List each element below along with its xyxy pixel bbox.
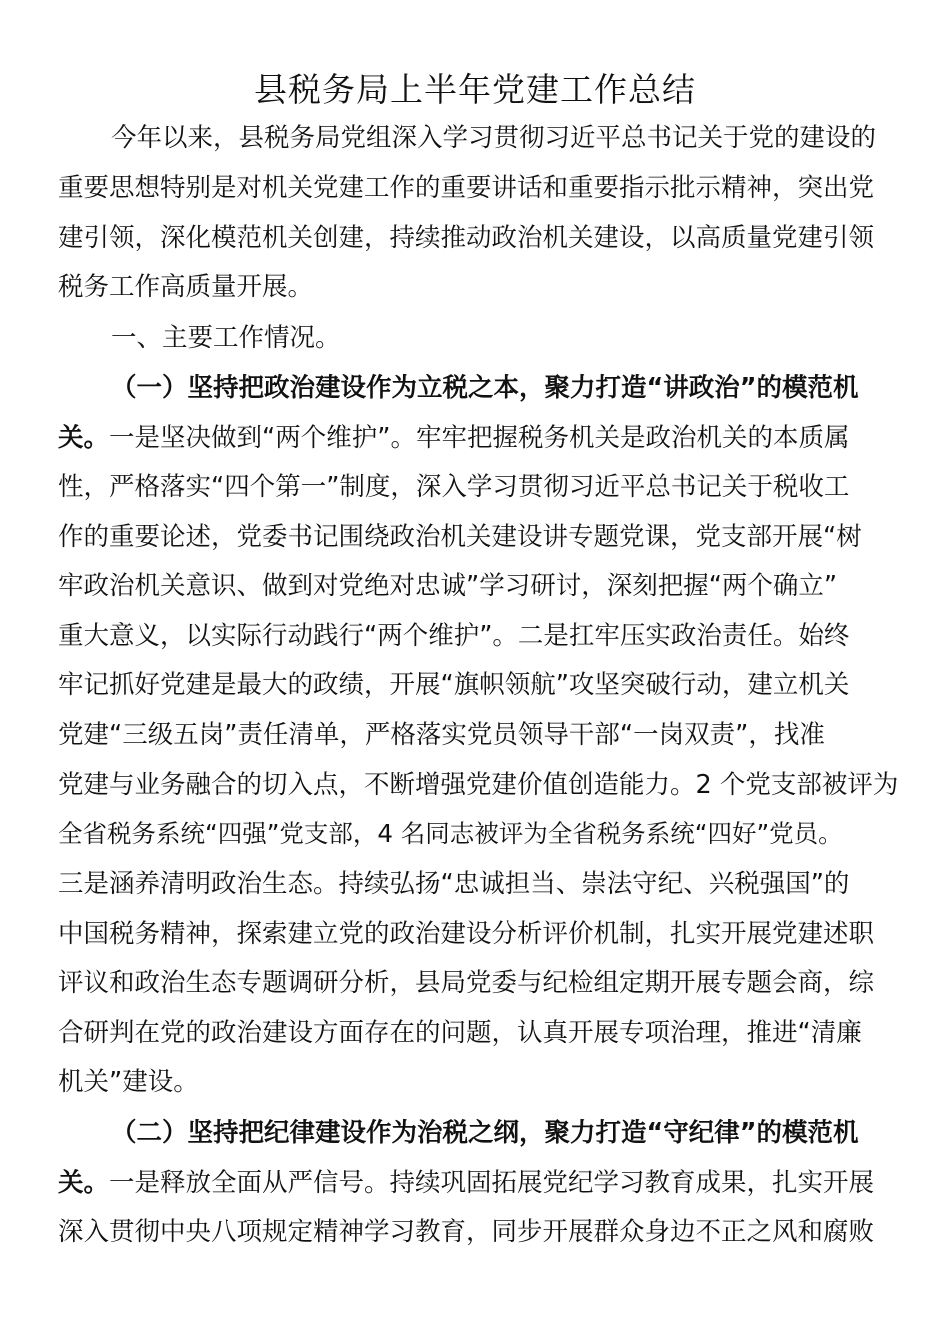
part1-line-10: 三是涵养清明政治生态。持续弘扬“忠诚担当、崇法守纪、兴税强国”的 [58,869,850,899]
part1-line-1-text: 一是坚决做到“两个维护”。牢牢把握税务机关是政治机关的本质属 [109,423,850,453]
part1-line-3: 作的重要论述，党委书记围绕政治机关建设讲专题党课，党支部开展“树 [58,522,862,552]
part1-line-7: 党建“三级五岗”责任清单，严格落实党员领导干部“一岗双责”，找准 [58,720,825,750]
part1-line-1 [58,418,849,458]
part1-heading-end: 关。 [58,423,110,453]
intro-line-1: 今年以来，县税务局党组深入学习贯彻习近平总书记关于党的建设的 [111,123,877,153]
part1-line-12: 评议和政治生态专题调研分析，县局党委与纪检组定期开展专题会商，综 [58,968,875,998]
part1-line-13: 合研判在党的政治建设方面存在的问题，认真开展专项治理，推进“清廉 [58,1018,862,1048]
part2-line-1 [58,1163,874,1203]
part1-line-4: 牢政治机关意识、做到对党绝对忠诚”学习研讨，深刻把握“两个确立” [58,571,838,601]
part2-line-1-text: 一是释放全面从严信号。持续巩固拓展党纪学习教育成果，扎实开展 [109,1168,875,1198]
part2-heading: （二）坚持把纪律建设作为治税之纲，聚力打造“守纪律”的模范机 [111,1118,859,1148]
part1-line-2: 性，严格落实“四个第一”制度，深入学习贯彻习近平总书记关于税收工 [58,472,850,502]
section-one-heading: 一、主要工作情况。 [111,323,341,353]
intro-line-4: 税务工作高质量开展。 [58,272,314,302]
part1-line-11: 中国税务精神，探索建立党的政治建设分析评价机制，扎实开展党建述职 [58,919,875,949]
intro-line-2: 重要思想特别是对机关党建工作的重要讲话和重要指示批示精神，突出党 [58,173,875,203]
document-title: 县税务局上半年党建工作总结 [254,70,696,109]
part1-line-9: 全省税务系统“四强”党支部，4 名同志被评为全省税务系统“四好”党员。 [58,819,843,848]
intro-line-3: 建引领，深化模范机关创建，持续推动政治机关建设，以高质量党建引领 [58,223,875,253]
part1-line-14: 机关”建设。 [58,1067,199,1097]
part1-line-5: 重大意义，以实际行动践行“两个维护”。二是扛牢压实政治责任。始终 [58,621,850,651]
part2-line-2: 深入贯彻中央八项规定精神学习教育，同步开展群众身边不正之风和腐败 [58,1217,875,1247]
part1-heading: （一）坚持把政治建设作为立税之本，聚力打造“讲政治”的模范机 [111,373,859,403]
part1-line-8: 党建与业务融合的切入点，不断增强党建价值创造能力。2 个党支部被评为 [58,770,899,800]
part2-heading-end: 关。 [58,1168,110,1198]
part1-line-6: 牢记抓好党建是最大的政绩，开展“旗帜领航”攻坚突破行动，建立机关 [58,670,850,700]
